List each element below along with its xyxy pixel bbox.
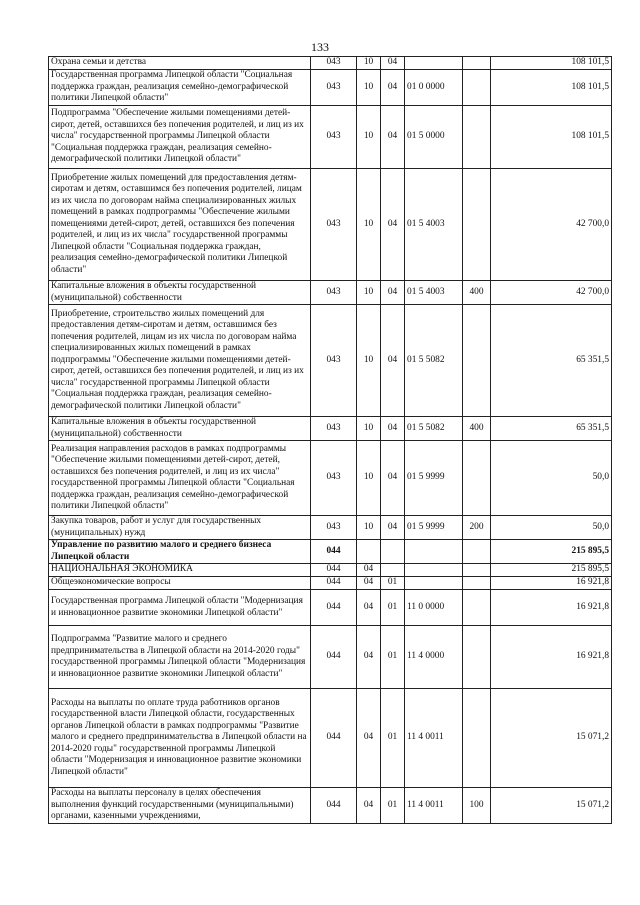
row-subsection	[381, 564, 405, 577]
table-row	[49, 689, 612, 788]
row-expense-type	[463, 577, 491, 590]
row-code: 044	[311, 540, 357, 564]
row-name: Приобретение, строительство жилых помещений для предоставления детям-сиротам и детям, оставшимся без попечения родителей, лицам из их числа по договорам найма специализированных жилых помещений в рамках подпрограммы "Обеспечение жилыми помещениями детей-сирот, детей, оставшихся без попечения родителей, и лиц из их числа" государственной программы Липецкой области "Социальная поддержка граждан, реализация семейно-демографической политики Липецкой области"	[49, 305, 311, 417]
row-article	[405, 57, 463, 70]
row-article: 11 4 0000	[405, 626, 463, 689]
row-section: 10	[357, 305, 381, 417]
row-expense-type	[463, 590, 491, 626]
row-code: 043	[311, 106, 357, 169]
row-expense-type	[463, 57, 491, 70]
row-amount: 108 101,5	[491, 57, 612, 70]
row-code: 043	[311, 281, 357, 305]
row-name: Реализация направления расходов в рамках подпрограммы "Обеспечение жилыми помещениями детей-сирот, детей, оставшихся без попечения родителей, и лиц из их числа" государственной программы Липецкой области "Социальная поддержка граждан, реализация семейно-демографической политики Липецкой области"	[49, 441, 311, 516]
table-row	[49, 281, 612, 305]
row-section: 04	[357, 564, 381, 577]
row-subsection: 04	[381, 57, 405, 70]
row-section: 04	[357, 689, 381, 788]
row-section: 10	[357, 70, 381, 106]
row-amount: 42 700,0	[491, 281, 612, 305]
row-name: Капитальные вложения в объекты государственной (муниципальной) собственности	[49, 417, 311, 441]
row-article: 01 5 4003	[405, 281, 463, 305]
row-name: Расходы на выплаты персоналу в целях обеспечения выполнения функций государственными (муниципальными) органами, казенными учреждениями,	[49, 788, 311, 824]
row-expense-type	[463, 540, 491, 564]
row-subsection	[381, 540, 405, 564]
row-name: Государственная программа Липецкой области "Модернизация и инновационное развитие экономики Липецкой области"	[49, 590, 311, 626]
row-section: 04	[357, 626, 381, 689]
row-article: 01 5 5082	[405, 417, 463, 441]
table-row	[49, 577, 612, 590]
row-section: 10	[357, 417, 381, 441]
table-body	[49, 57, 612, 824]
row-expense-type	[463, 169, 491, 281]
row-name: Охрана семьи и детства	[49, 57, 311, 70]
row-name: Приобретение жилых помещений для предоставления детям-сиротам и детям, оставшимся без попечения родителей, лицам из их числа по договорам найма специализированных жилых помещений в рамках подпрограммы "Обеспечение жилыми помещениями детей-сирот, детей, оставшихся без попечения родителей, и лиц из их числа" государственной программы Липецкой области "Социальная поддержка граждан, реализация семейно-демографической политики Липецкой области"	[49, 169, 311, 281]
row-subsection: 04	[381, 516, 405, 540]
row-expense-type	[463, 564, 491, 577]
row-subsection: 01	[381, 689, 405, 788]
row-amount: 108 101,5	[491, 70, 612, 106]
row-subsection: 04	[381, 281, 405, 305]
row-article: 11 4 0011	[405, 689, 463, 788]
row-amount: 15 071,2	[491, 788, 612, 824]
table-row	[49, 441, 612, 516]
row-section: 10	[357, 281, 381, 305]
row-amount: 42 700,0	[491, 169, 612, 281]
row-expense-type	[463, 626, 491, 689]
row-code: 044	[311, 577, 357, 590]
row-section	[357, 540, 381, 564]
table-row	[49, 106, 612, 169]
row-expense-type: 400	[463, 417, 491, 441]
table-row	[49, 626, 612, 689]
table-row	[49, 564, 612, 577]
row-code: 043	[311, 417, 357, 441]
row-code: 043	[311, 169, 357, 281]
row-article: 11 4 0011	[405, 788, 463, 824]
row-article: 01 5 0000	[405, 106, 463, 169]
row-subsection: 04	[381, 70, 405, 106]
row-subsection: 01	[381, 626, 405, 689]
row-code: 044	[311, 590, 357, 626]
row-section: 04	[357, 577, 381, 590]
row-code: 044	[311, 788, 357, 824]
row-code: 044	[311, 564, 357, 577]
row-article: 01 5 9999	[405, 441, 463, 516]
row-name: Управление по развитию малого и среднего бизнеса Липецкой области	[49, 540, 311, 564]
row-amount: 16 921,8	[491, 577, 612, 590]
table-row	[49, 70, 612, 106]
row-subsection: 04	[381, 417, 405, 441]
row-amount: 108 101,5	[491, 106, 612, 169]
row-section: 04	[357, 590, 381, 626]
budget-table	[48, 56, 612, 824]
row-article: 01 0 0000	[405, 70, 463, 106]
row-code: 043	[311, 516, 357, 540]
table-row	[49, 590, 612, 626]
row-amount: 215 895,5	[491, 564, 612, 577]
row-subsection: 04	[381, 169, 405, 281]
row-amount: 50,0	[491, 516, 612, 540]
row-subsection: 01	[381, 577, 405, 590]
row-section: 10	[357, 57, 381, 70]
row-subsection: 04	[381, 305, 405, 417]
row-article	[405, 577, 463, 590]
row-name: Расходы на выплаты по оплате труда работников органов государственной власти Липецкой области, государственных органов Липецкой области в рамках подпрограммы "Развитие малого и среднего предпринимательства в Липецкой области на 2014-2020 годы" государственной программы Липецкой области "Модернизация и инновационное развитие экономики Липецкой области"	[49, 689, 311, 788]
table-row	[49, 516, 612, 540]
row-section: 04	[357, 788, 381, 824]
row-expense-type: 400	[463, 281, 491, 305]
row-amount: 65 351,5	[491, 417, 612, 441]
table-row	[49, 57, 612, 70]
row-subsection: 04	[381, 106, 405, 169]
row-name: Капитальные вложения в объекты государственной (муниципальной) собственности	[49, 281, 311, 305]
row-name: Подпрограмма "Обеспечение жилыми помещениями детей-сирот, детей, оставшихся без попечения родителей, и лиц из их числа" государственной программы Липецкой области "Социальная поддержка граждан, реализация семейно-демографической политики Липецкой области"	[49, 106, 311, 169]
row-name: НАЦИОНАЛЬНАЯ ЭКОНОМИКА	[49, 564, 311, 577]
row-expense-type: 100	[463, 788, 491, 824]
row-name: Государственная программа Липецкой области "Социальная поддержка граждан, реализация семейно-демографической политики Липецкой области"	[49, 70, 311, 106]
row-article	[405, 564, 463, 577]
row-amount: 16 921,8	[491, 626, 612, 689]
row-amount: 215 895,5	[491, 540, 612, 564]
row-name: Общеэкономические вопросы	[49, 577, 311, 590]
row-expense-type	[463, 70, 491, 106]
row-subsection: 04	[381, 441, 405, 516]
row-expense-type	[463, 441, 491, 516]
row-article: 01 5 4003	[405, 169, 463, 281]
row-article: 01 5 5082	[405, 305, 463, 417]
table-row	[49, 540, 612, 564]
row-code: 044	[311, 689, 357, 788]
row-code: 043	[311, 70, 357, 106]
row-expense-type: 200	[463, 516, 491, 540]
row-section: 10	[357, 516, 381, 540]
row-article: 11 0 0000	[405, 590, 463, 626]
row-code: 043	[311, 441, 357, 516]
row-article	[405, 540, 463, 564]
page-number: 133	[311, 40, 329, 54]
table-row	[49, 305, 612, 417]
row-code: 043	[311, 57, 357, 70]
row-amount: 16 921,8	[491, 590, 612, 626]
row-amount: 15 071,2	[491, 689, 612, 788]
row-section: 10	[357, 106, 381, 169]
row-subsection: 01	[381, 788, 405, 824]
row-amount: 65 351,5	[491, 305, 612, 417]
row-expense-type	[463, 305, 491, 417]
row-name: Подпрограмма "Развитие малого и среднего предпринимательства в Липецкой области на 2014-2020 годы" государственной программы Липецкой области "Модернизация и инновационное развитие экономики Липецкой области"	[49, 626, 311, 689]
row-code: 043	[311, 305, 357, 417]
row-section: 10	[357, 441, 381, 516]
row-expense-type	[463, 106, 491, 169]
row-subsection: 01	[381, 590, 405, 626]
row-name: Закупка товаров, работ и услуг для государственных (муниципальных) нужд	[49, 516, 311, 540]
row-section: 10	[357, 169, 381, 281]
table-row	[49, 417, 612, 441]
table-row	[49, 169, 612, 281]
row-code: 044	[311, 626, 357, 689]
row-article: 01 5 9999	[405, 516, 463, 540]
table-row	[49, 788, 612, 824]
row-expense-type	[463, 689, 491, 788]
row-amount: 50,0	[491, 441, 612, 516]
